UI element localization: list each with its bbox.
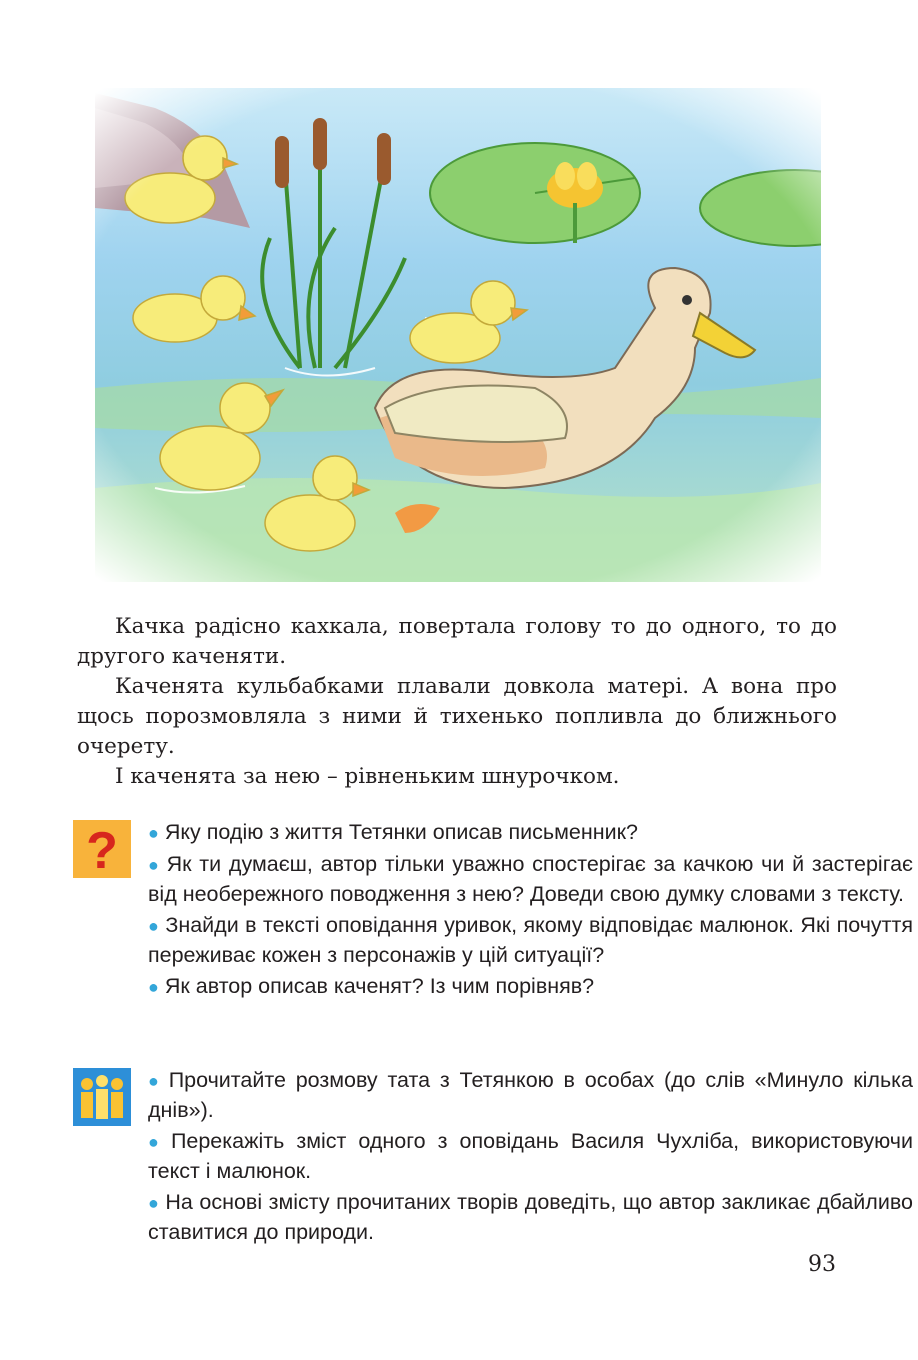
bullet-icon: ● xyxy=(148,1193,160,1213)
list-item: ● Як ти думаєш, автор тільки уважно спостерігає за качкою чи й застерігає від необережного поводження з нею? Доведи свою думку словами з тексту. xyxy=(148,852,913,906)
bullet-icon: ● xyxy=(148,977,159,997)
bullet-icon: ● xyxy=(148,1132,165,1152)
pond-duck-illustration xyxy=(95,88,821,582)
bullet-icon: ● xyxy=(148,823,159,843)
bullet-icon: ● xyxy=(148,1071,163,1091)
story-paragraph: І каченята за нею – рівненьким шнурочком. xyxy=(115,764,620,789)
svg-text:?: ? xyxy=(86,822,118,878)
story-paragraph: Качка радісно кахкала, повертала голову то до одного, то до другого каченяти. xyxy=(77,614,837,669)
bullet-icon: ● xyxy=(148,855,161,875)
list-item: ● Прочитайте розмову тата з Тетянкою в особах (до слів «Минуло кілька днів»). xyxy=(148,1068,913,1122)
list-item: ● Знайди в тексті оповідання уривок, якому відповідає малюнок. Які почуття переживає кожен з персонажів у цій ситуації? xyxy=(148,913,913,967)
page-number: 93 xyxy=(808,1252,836,1277)
story-text xyxy=(77,612,837,792)
questions-list xyxy=(148,818,913,1004)
group-work-icon xyxy=(73,1068,131,1126)
story-paragraph: Каченята кульбабками плавали довкола матері. А вона про щось порозмовляла з ними й тихенько попливла до ближнього очерету. xyxy=(77,674,837,759)
list-item: ● Як автор описав каченят? Із чим порівняв? xyxy=(148,974,595,998)
group-tasks-list xyxy=(148,1066,913,1249)
list-item: ● Перекажіть зміст одного з оповідань Василя Чухліба, використовуючи текст і малюнок. xyxy=(148,1129,913,1183)
list-item: ● На основі змісту прочитаних творів доведіть, що автор закликає дбайливо ставитися до природи. xyxy=(148,1190,913,1244)
question-icon xyxy=(73,820,131,878)
bullet-icon: ● xyxy=(148,916,160,936)
list-item: ● Яку подію з життя Тетянки описав письменник? xyxy=(148,820,638,844)
